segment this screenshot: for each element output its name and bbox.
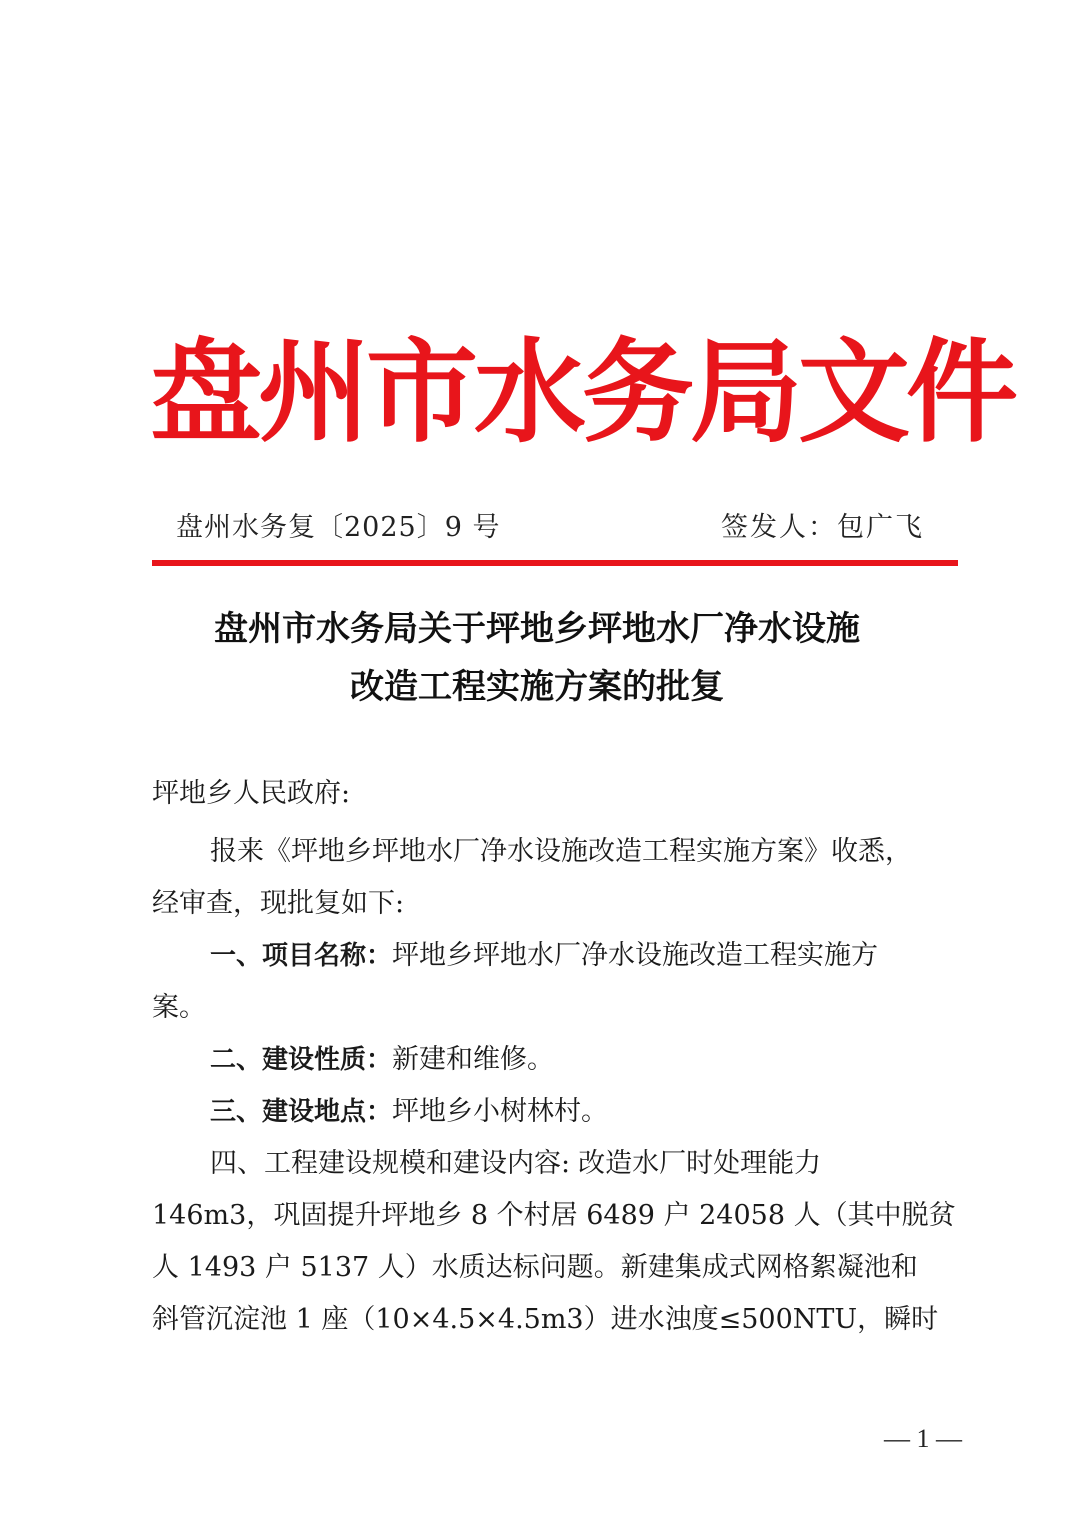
- item-1: [152, 930, 1000, 982]
- masthead-title: 盘州市水务局文件: [150, 327, 1014, 458]
- item-3: [152, 1086, 1000, 1138]
- issuer: 签发人：包广飞: [721, 512, 924, 543]
- item-2-text: 新建和维修。: [392, 1044, 555, 1075]
- document-title: [110, 600, 964, 716]
- item-4-text: 改造水厂时处理能力: [578, 1148, 822, 1179]
- item-2: [152, 1034, 1000, 1086]
- item-4-line-4: 斜管沉淀池 1 座（10×4.5×4.5m3）进水浊度≤500NTU，瞬时: [152, 1304, 939, 1335]
- item-3-text: 坪地乡小树林村。: [392, 1096, 609, 1127]
- intro-line-2: 经审查，现批复如下:: [152, 888, 405, 919]
- item-4-line-2: 146m3，巩固提升坪地乡 8 个村居 6489 户 24058 人（其中脱贫: [152, 1200, 956, 1231]
- document-number: 盘州水务复〔2025〕9 号: [176, 512, 501, 543]
- item-1-label: 一、项目名称：: [210, 941, 393, 971]
- item-4-line-3: 人 1493 户 5137 人）水质达标问题。新建集成式网格絮凝池和: [152, 1252, 918, 1283]
- item-1-continued: 案。: [152, 992, 206, 1023]
- addressee: 坪地乡人民政府:: [152, 778, 351, 809]
- item-4-label: 四、工程建设规模和建设内容:: [210, 1148, 571, 1179]
- item-3-label: 三、建设地点：: [210, 1097, 393, 1127]
- title-line-1: 盘州市水务局关于坪地乡坪地水厂净水设施: [214, 609, 860, 649]
- page-number: — 1 —: [884, 1424, 962, 1453]
- intro-line-1: 报来《坪地乡坪地水厂净水设施改造工程实施方案》收悉，: [210, 836, 912, 867]
- item-2-label: 二、建设性质：: [210, 1045, 393, 1075]
- title-line-2: 改造工程实施方案的批复: [350, 667, 724, 707]
- red-divider: [152, 560, 958, 566]
- item-1-text: 坪地乡坪地水厂净水设施改造工程实施方: [392, 940, 879, 971]
- item-4: [152, 1138, 1000, 1190]
